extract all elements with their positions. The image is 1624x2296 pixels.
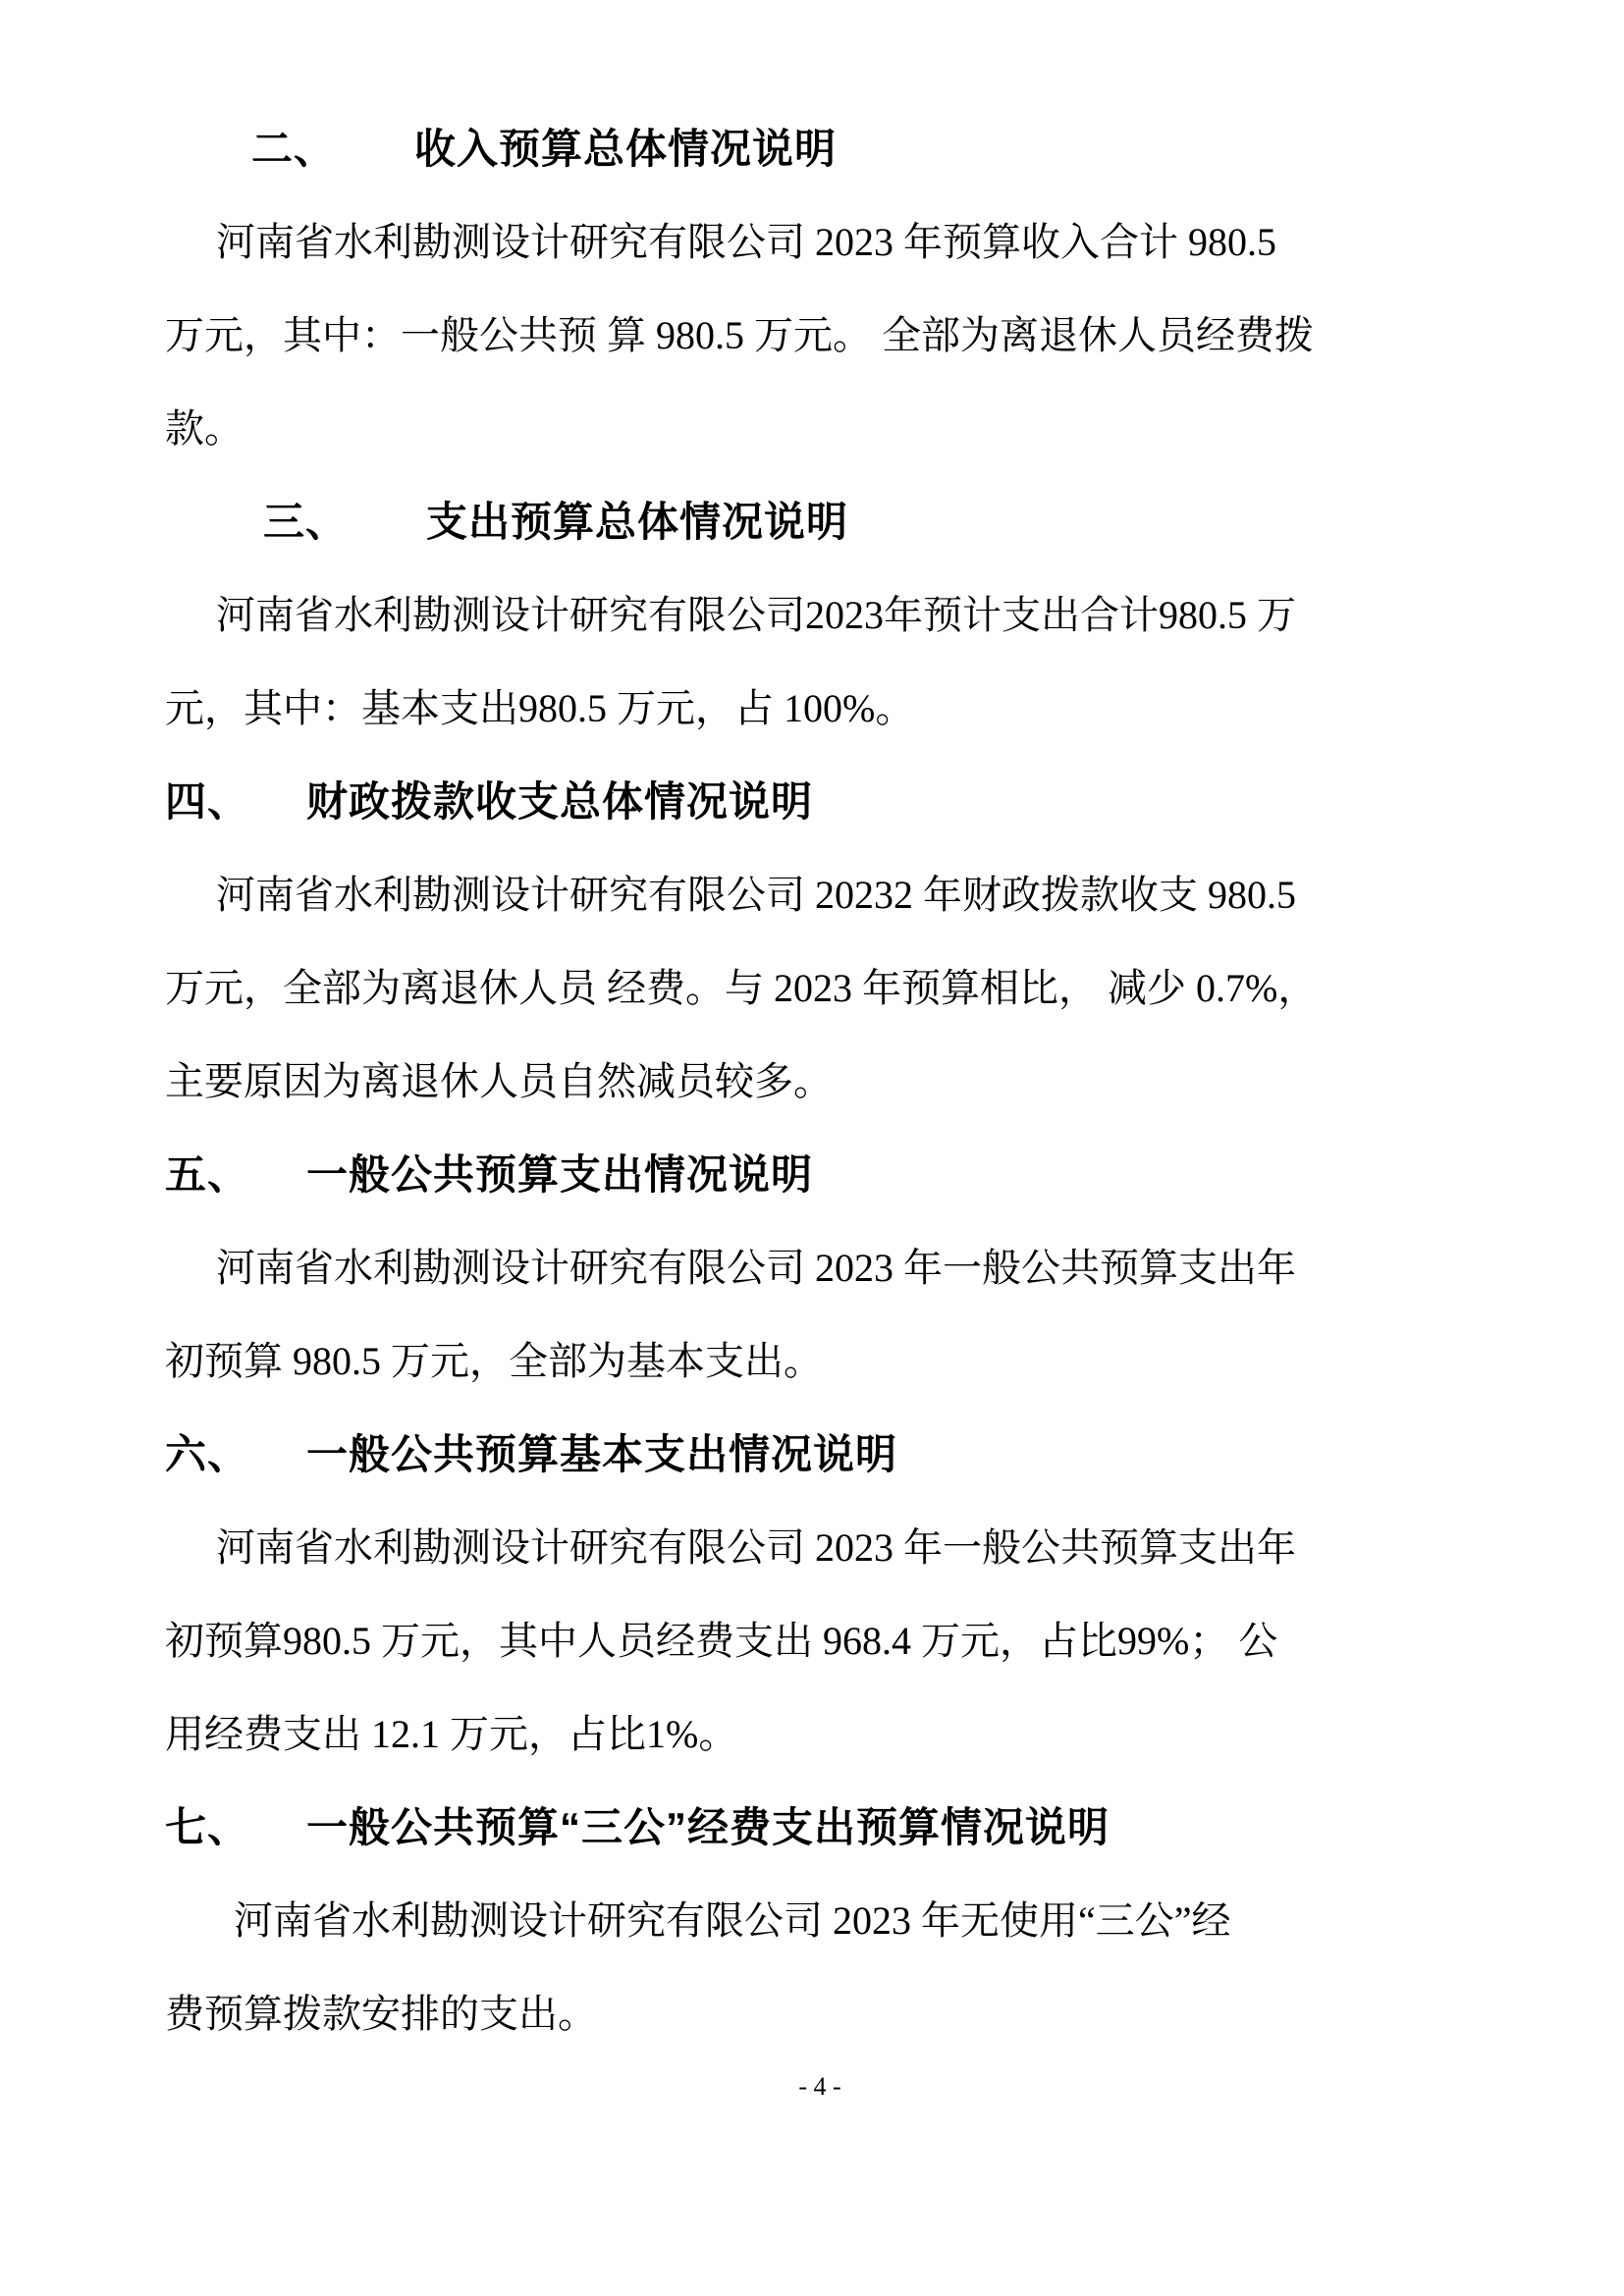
paragraph-line: 万元，其中：一般公共预 算 980.5 万元。 全部为离退休人员经费拨 xyxy=(165,313,1314,357)
section-heading xyxy=(251,102,1475,195)
paragraph-line: 河南省水利勘测设计研究有限公司 20232 年财政拨款收支 980.5 xyxy=(216,873,1296,917)
section-title: 一般公共预算支出情况说明 xyxy=(306,1151,814,1198)
paragraph-line: 元，其中：基本支出980.5 万元，占 100%。 xyxy=(165,686,915,730)
section-three-public-expenses xyxy=(165,1781,1475,2060)
section-general-public-budget-expenditure xyxy=(165,1128,1475,1408)
section-heading xyxy=(165,755,1475,848)
section-title: 财政拨款收支总体情况说明 xyxy=(306,778,814,825)
section-title: 一般公共预算基本支出情况说明 xyxy=(306,1431,898,1477)
paragraph-line: 用经费支出 12.1 万元，占比1%。 xyxy=(165,1712,738,1756)
paragraph-line: 费预算拨款安排的支出。 xyxy=(165,1992,597,2036)
paragraph-line: 河南省水利勘测设计研究有限公司 2023 年无使用“三公”经 xyxy=(234,1898,1231,1943)
paragraph-line: 河南省水利勘测设计研究有限公司 2023 年一般公共预算支出年 xyxy=(216,1525,1296,1570)
section-number: 六、 xyxy=(165,1431,250,1477)
section-heading xyxy=(263,475,1475,568)
paragraph-line: 河南省水利勘测设计研究有限公司 2023 年预算收入合计 980.5 xyxy=(216,220,1276,264)
section-heading xyxy=(165,1781,1475,1874)
section-number: 二、 xyxy=(251,126,337,172)
document-body xyxy=(165,102,1475,2102)
section-fiscal-appropriation xyxy=(165,755,1475,1128)
section-number: 三、 xyxy=(263,499,349,545)
section-number: 四、 xyxy=(165,778,250,825)
paragraph-line: 主要原因为离退休人员自然减员较多。 xyxy=(165,1059,833,1103)
section-expenditure-budget xyxy=(165,475,1475,755)
section-number: 五、 xyxy=(165,1151,250,1198)
paragraph-line: 河南省水利勘测设计研究有限公司2023年预计支出合计980.5 万 xyxy=(216,593,1296,637)
paragraph-line: 河南省水利勘测设计研究有限公司 2023 年一般公共预算支出年 xyxy=(216,1246,1296,1290)
section-title: 支出预算总体情况说明 xyxy=(426,499,849,545)
section-title: 一般公共预算“三公”经费支出预算情况说明 xyxy=(306,1804,1110,1850)
section-title: 收入预算总体情况说明 xyxy=(414,126,838,172)
section-income-budget xyxy=(165,102,1475,475)
paragraph-line: 初预算 980.5 万元，全部为基本支出。 xyxy=(165,1339,823,1383)
paragraph-line: 万元，全部为离退休人员 经费。与 2023 年预算相比， 减少 0.7%， xyxy=(165,966,1318,1010)
section-number: 七、 xyxy=(165,1804,250,1850)
section-heading xyxy=(165,1128,1475,1221)
paragraph-line: 款。 xyxy=(165,406,244,451)
section-heading xyxy=(165,1408,1475,1501)
section-basic-expenditure xyxy=(165,1408,1475,1781)
paragraph-line: 初预算980.5 万元，其中人员经费支出 968.4 万元，占比99%； 公 xyxy=(165,1619,1278,1663)
page-number: - 4 - xyxy=(798,2072,841,2101)
